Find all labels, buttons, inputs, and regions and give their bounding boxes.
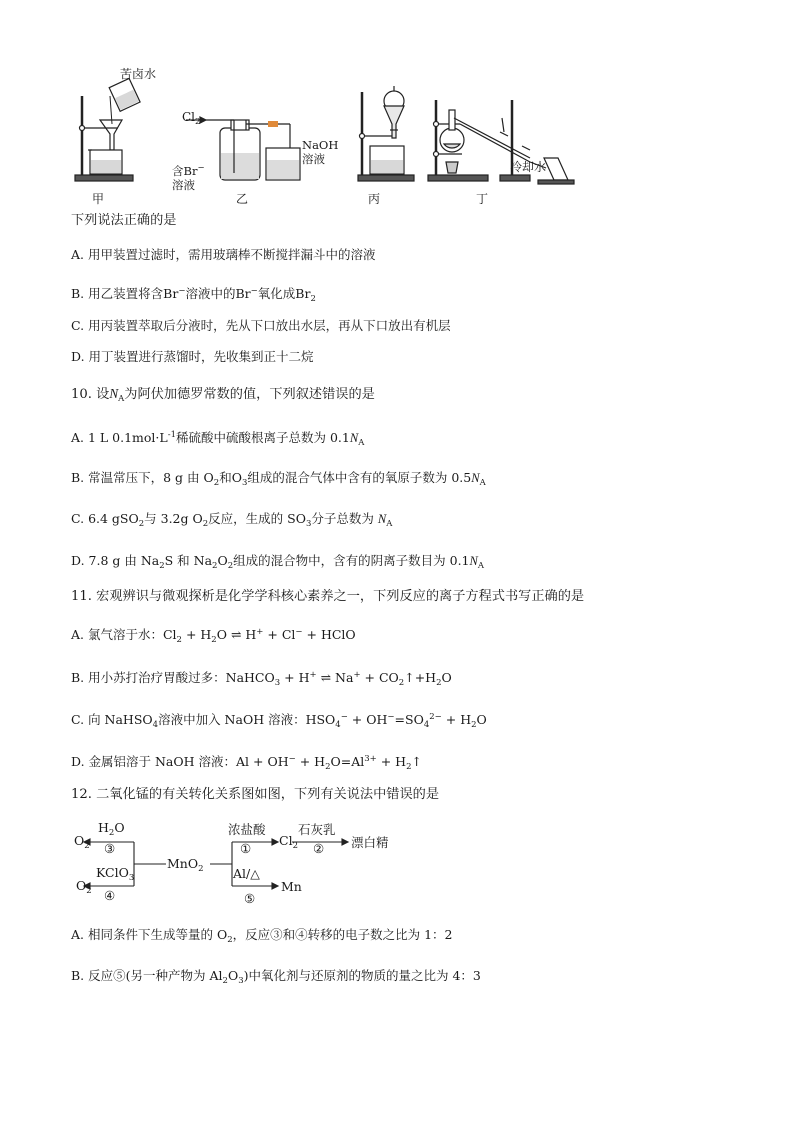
q9-option-c: C. 用丙装置萃取后分液时，先从下口放出水层，再从下口放出有机层 bbox=[71, 318, 451, 333]
diagram-n5: ⑤ bbox=[244, 891, 256, 906]
yi-label: 乙 bbox=[236, 192, 249, 206]
yi-right-tag: NaOH 溶液 bbox=[302, 138, 339, 166]
q9-option-b: B. 用乙装置将含Br−溶液中的Br−氧化成$Br_2$ bbox=[71, 286, 316, 304]
apparatus-ding bbox=[428, 100, 574, 184]
diagram-conc-hcl: 浓盐酸 bbox=[228, 822, 266, 837]
diagram-center: MnO$_2$ bbox=[167, 856, 204, 874]
diagram-n1: ① bbox=[240, 841, 252, 856]
q10-stem: 10. 设$N_A$为阿伏加德罗常数的值，下列叙述错误的是 bbox=[71, 386, 375, 404]
diagram-n3: ③ bbox=[104, 841, 116, 856]
q11-option-c: C. 向 NaHSO$_4$溶液中加入 NaOH 溶液：$HSO_4^- + OH^-=SO_4^{2-} + H_2O$ bbox=[71, 712, 487, 730]
diagram-h2o: $H_2O$ bbox=[98, 820, 125, 838]
q11-option-d: D. 金属铝溶于 NaOH 溶液：$Al + OH^- + H_2O=Al^{3+}$ + $H_2↑$ bbox=[71, 754, 422, 772]
q11-option-a: A. 氯气溶于水：$Cl_2 + H_2O$ ⇌ H+ + Cl− + HClO bbox=[71, 627, 356, 645]
diagram-kclo3: KClO$_3$ bbox=[96, 865, 135, 883]
q10-option-c: C. 6.4 gSO$_2$与 3.2g $O_2$反应，生成的 $SO_3$分子总数为 $N_A$ bbox=[71, 511, 393, 529]
ding-tag: 冷却水 bbox=[510, 160, 547, 174]
q11-stem: 11. 宏观辨识与微观探析是化学学科核心素养之一，下列反应的离子方程式书写正确的是 bbox=[71, 589, 585, 604]
q10-option-a: A. 1 L $0.1mol\cdot L^{-1}$稀硫酸中硫酸根离子总数为 $0.1N_A$ bbox=[71, 430, 365, 448]
yi-gas: $Cl_2$ bbox=[182, 110, 201, 127]
q11-option-b: B. 用小苏打治疗胃酸过多：NaHCO$_3$ + H+ ⇌ $Na^+ + CO_2↑+H_2O$ bbox=[71, 670, 452, 688]
diagram-bleach: 漂白精 bbox=[351, 835, 389, 850]
diagram-lime: 石灰乳 bbox=[298, 822, 336, 837]
bing-label: 丙 bbox=[368, 192, 381, 206]
q9-option-a: A. 用甲装置过滤时，需用玻璃棒不断搅拌漏斗中的溶液 bbox=[71, 247, 376, 262]
q9-stem: 下列说法正确的是 bbox=[71, 213, 177, 228]
q12-option-b: B. 反应⑤(另一种产物为 $Al_2O_3$)中氧化剂与还原剂的物质的量之比为 4：3 bbox=[71, 968, 481, 986]
q12-stem: 12. 二氧化锰的有关转化关系图如图，下列有关说法中错误的是 bbox=[71, 787, 440, 802]
diagram-n2: ② bbox=[313, 841, 325, 856]
q12-option-a: A. 相同条件下生成等量的 $O_2$，反应③和④转移的电子数之比为 1：2 bbox=[71, 927, 453, 945]
q10-option-b: B. 常温常压下，8 g 由 $O_2$和$O_3$组成的混合气体中含有的氧原子数为 $0.5N_A$ bbox=[71, 470, 486, 488]
apparatus-bing bbox=[358, 86, 414, 181]
diagram-mn: Mn bbox=[281, 879, 302, 894]
yi-left-tag: 含Br− 溶液 bbox=[172, 163, 205, 192]
apparatus-jia bbox=[75, 78, 140, 181]
q10-option-d: D. 7.8 g 由 $Na_2S$ 和 $Na_2O_2$组成的混合物中，含有的阴离子数目为 $0.1N_A$ bbox=[71, 553, 484, 571]
diagram-n4: ④ bbox=[104, 888, 116, 903]
ding-label: 丁 bbox=[476, 192, 489, 206]
diagram-o2-top: $O_2$ bbox=[74, 833, 90, 851]
diagram-al: Al/△ bbox=[233, 866, 260, 881]
q9-option-d: D. 用丁装置进行蒸馏时，先收集到正十二烷 bbox=[71, 349, 314, 364]
diagram-cl2: $Cl_2$ bbox=[279, 833, 298, 851]
jia-label: 甲 bbox=[92, 192, 105, 206]
jia-tag: 苦卤水 bbox=[120, 67, 157, 81]
diagram-o2-bottom: $O_2$ bbox=[76, 878, 92, 896]
